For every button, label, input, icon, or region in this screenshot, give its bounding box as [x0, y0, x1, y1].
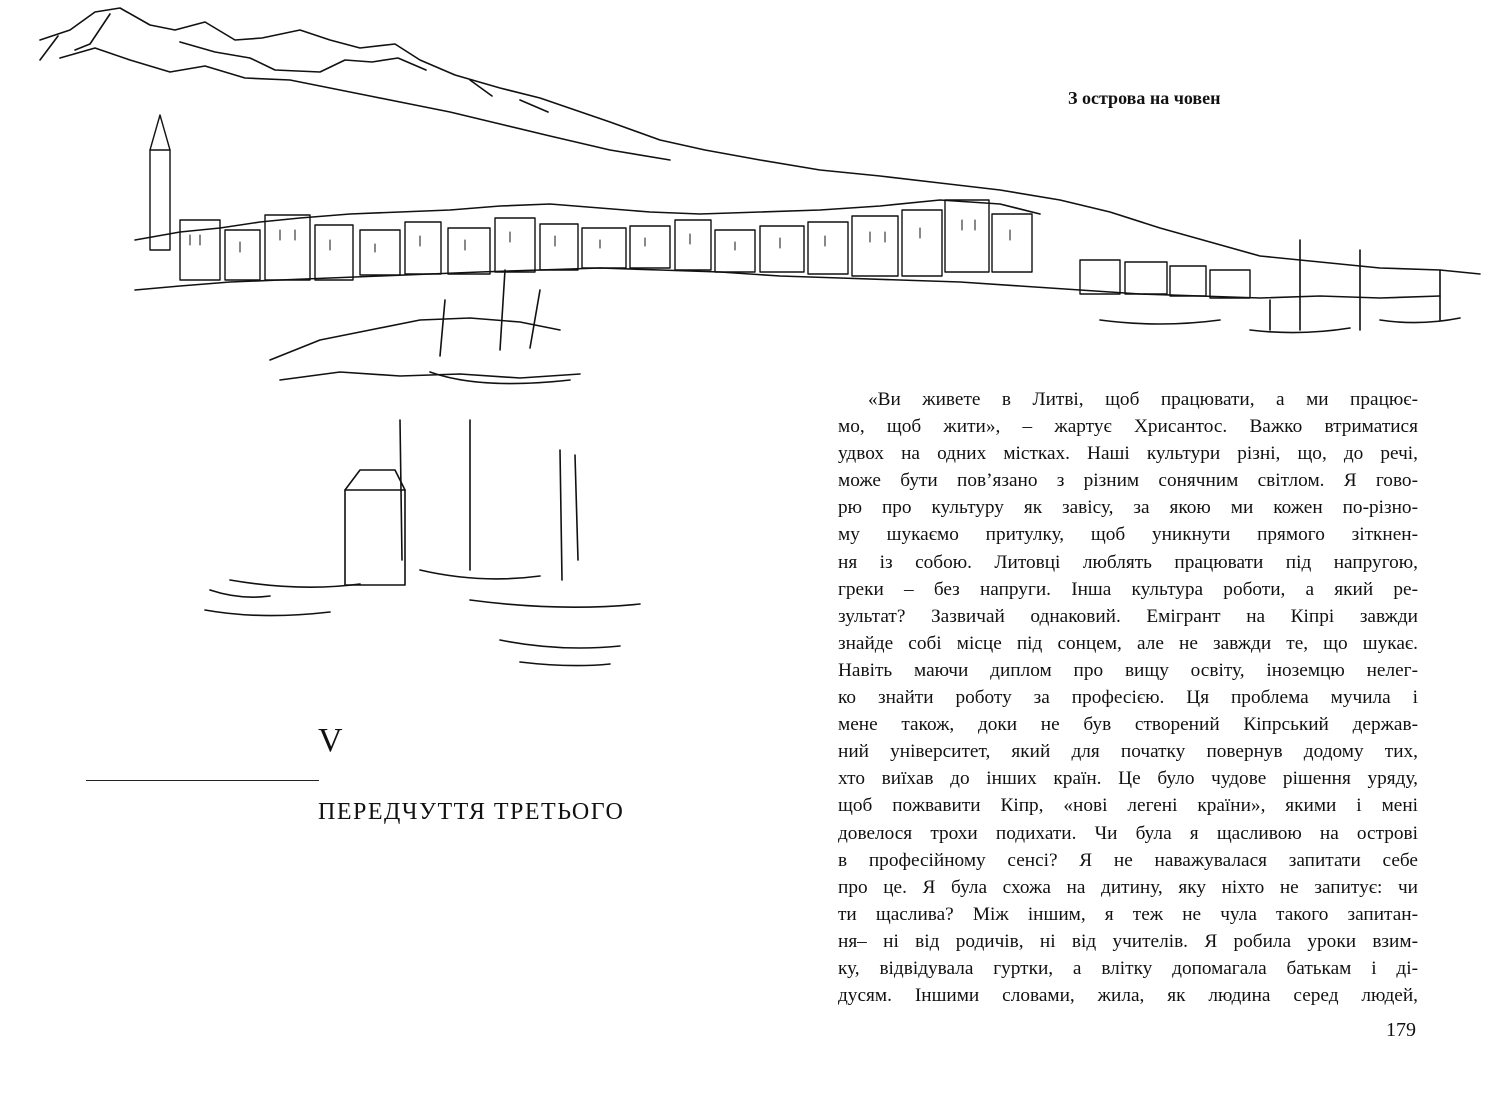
text-line: щоб пожвавити Кіпр, «нові легені країни», якими і мені [838, 795, 1418, 817]
text-line: може бути пов’язано з різним сонячним світлом. Я гово- [838, 470, 1418, 492]
text-line: ня– ні від родичів, ні від учителів. Я робила уроки взим- [838, 930, 1418, 952]
text-line: про це. Я була схожа на дитину, яку ніхто не запитує: чи [838, 876, 1418, 898]
text-line: удвох на одних містках. Наші культури різні, що, до речі, [838, 443, 1418, 465]
text-line: греки – без напруги. Інша культура роботи, а який ре- [838, 578, 1418, 600]
text-line: хто виїхав до інших країн. Це було чудове рішення уряду, [838, 768, 1418, 790]
text-line: дусям. Іншими словами, жила, як людина серед людей, [838, 985, 1418, 1007]
text-line: в професійному сенсі? Я не наважувалася запитати себе [838, 849, 1418, 871]
text-line: довелося трохи подихати. Чи була я щасливою на острові [838, 822, 1418, 844]
text-line: ко знайти роботу за професією. Ця проблема мучила і [838, 687, 1418, 709]
text-line: ку, відвідувала гуртки, а влітку допомагала батькам і ді- [838, 957, 1418, 979]
text-line: зультат? Зазвичай однаковий. Емігрант на Кіпрі завжди [838, 605, 1418, 627]
text-line: знайде собі місце під сонцем, але не завжди те, що шукає. [838, 632, 1418, 654]
text-line: ний університет, який для початку повернув додому тих, [838, 741, 1418, 763]
text-line: ня із собою. Литовці люблять працювати під напругою, [838, 551, 1418, 573]
chapter-title: ПЕРЕДЧУТТЯ ТРЕТЬОГО [318, 799, 625, 825]
text-line: мо, щоб жити», – жартує Хрисантос. Важко втриматися [838, 416, 1418, 438]
text-line: рю про культуру як завісу, за якою ми кожен по-різно- [838, 497, 1418, 519]
body-text [838, 386, 1418, 1009]
text-line: Навіть маючи диплом про вищу освіту, іноземцю нелег- [838, 659, 1418, 681]
text-line: «Ви живете в Литві, щоб працювати, а ми працює- [868, 389, 1418, 410]
chapter-divider [86, 780, 319, 781]
chapter-number: V [318, 722, 343, 759]
text-line: мене також, доки не був створений Кіпрський держав- [838, 714, 1418, 736]
running-head: З острова на човен [1068, 88, 1221, 108]
text-line: ти щаслива? Між іншим, я теж не чула такого запитан- [838, 903, 1418, 925]
page-number: 179 [1386, 1019, 1416, 1041]
text-line: му шукаємо притулку, щоб уникнути прямого зіткнен- [838, 524, 1418, 546]
